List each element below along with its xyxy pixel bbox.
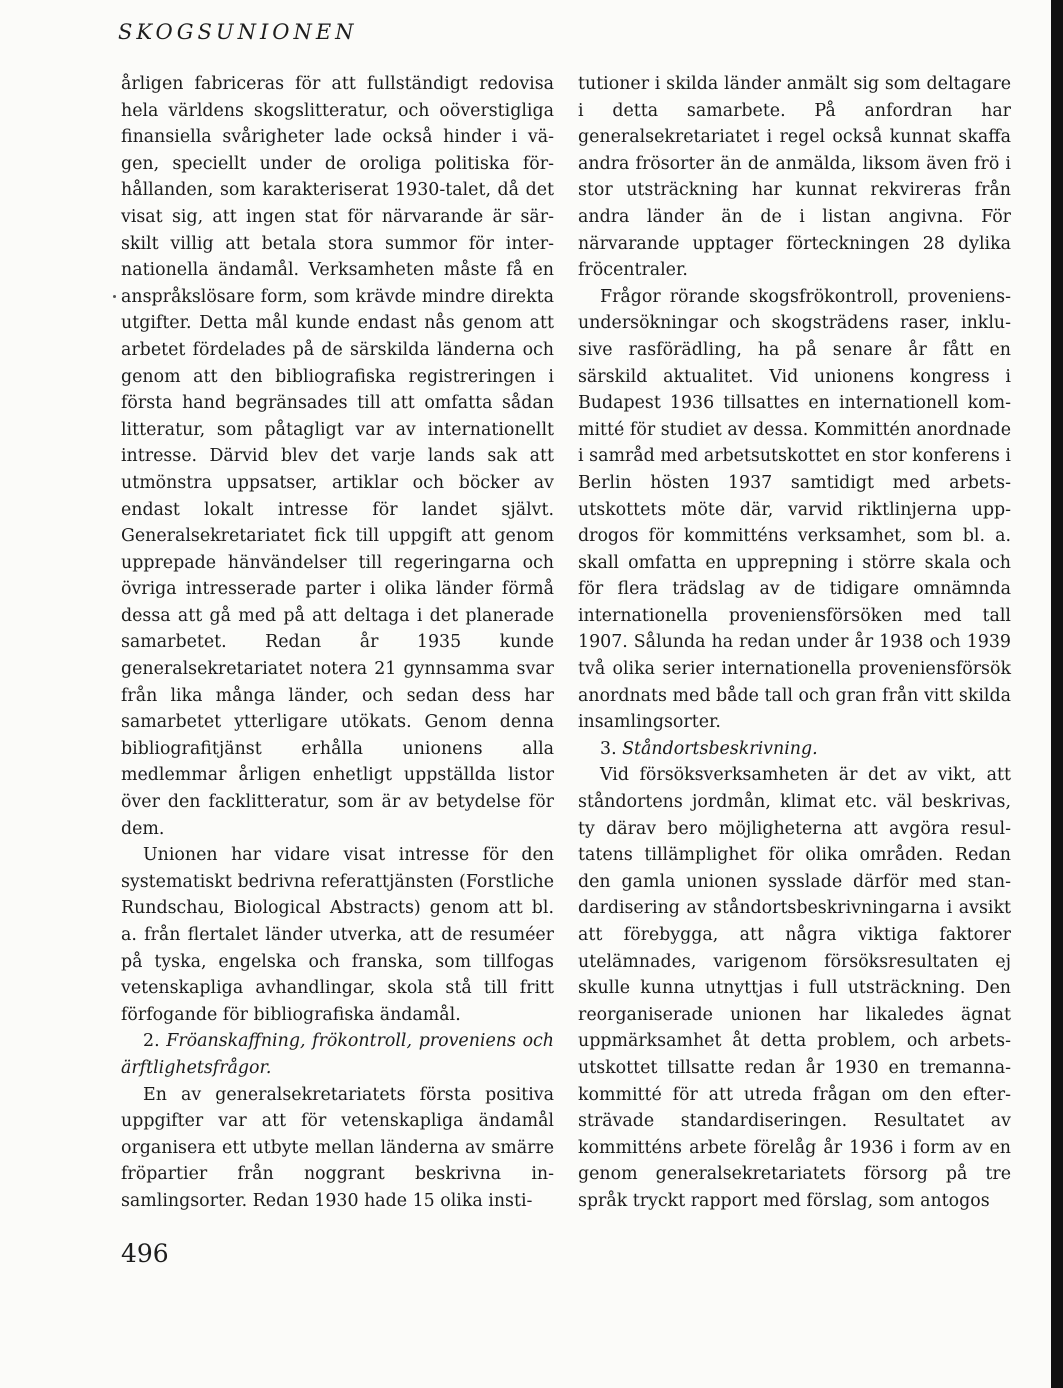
scan-edge (1051, 0, 1063, 1388)
section-number: 3. (600, 738, 617, 759)
paragraph: årligen fabriceras för att fullständigt redovisa hela världens skogslitteratur, och oöverstigliga finansiella svårigheter lade också hinder i vägen, speciellt under de oroliga politiska förhållanden, som karakteriserat 1930-talet, då det visat sig, att ingen stat för närvarande är särskilt villig att betala stora summor för internationella ändamål. Verksamheten måste få en anspråkslösare form, som krävde mindre direkta utgifter. Detta mål kunde endast nås genom att arbetet fördelades på de särskilda länderna och genom att den bibliografiska registreringen i första hand begränsades till att omfatta sådan litteratur, som påtagligt var av internationellt intresse. Därvid blev det varje lands sak att utmönstra uppsatser, artiklar och böcker av endast lokalt intresse för landet självt. Generalsekretariatet fick till uppgift att genom upprepade hänvändelser till regeringarna och övriga intresserade parter i olika länder förmå dessa att gå med på att deltaga i det planerade samarbetet. Redan år 1935 kunde generalsekretariatet notera 21 gynnsamma svar från lika många länder, och sedan dess har samarbetet ytterligare utökats. Genom denna bibliografitjänst erhålla unionens alla medlemmar årligen enhetligt uppställda listor över den facklitteratur, som är av betydelse för dem. (121, 74, 554, 839)
left-column (121, 71, 554, 1215)
section-title: Ståndortsbeskrivning. (622, 738, 818, 759)
section-number: 2. (143, 1031, 160, 1052)
paragraph: tutioner i skilda länder anmält sig som deltagare i detta samarbete. På anfordran har generalsekretariatet i regel också kunnat skaffa andra frösorter än de anmälda, liksom även frö i stor utsträckning har kunnat rekvireras från andra länder än de i listan angivna. För närvarande upptager förteckningen 28 dylika fröcentraler. (578, 74, 1011, 281)
right-column (578, 71, 1011, 1215)
section-heading (121, 1028, 554, 1081)
paragraph: Frågor rörande skogsfrökontroll, proveniensundersökningar och skogsträdens raser, inklusive rasförädling, ha på senare år fått en särskild aktualitet. Vid unionens kongress i Budapest 1936 tillsattes en internationell kommitté för studiet av dessa. Kommittén anordnade i samråd med arbetsutskottet en stor konferens i Berlin hösten 1937 samtidigt med arbetsutskottets möte där, varvid riktlinjerna uppdrogos för kommitténs verksamhet, som bl. a. skall omfatta en upprepning i större skala och för flera trädslag av de tidigare omnämnda internationella proveniensförsöken med tall 1907. Sålunda ha redan under år 1938 och 1939 två olika serier internationella proveniensförsök anordnats med både tall och gran från vitt skilda insamlingsorter. (578, 286, 1011, 733)
running-head: SKOGSUNIONEN (118, 20, 358, 44)
paragraph: En av generalsekretariatets första positiva uppgifter var att för vetenskapliga ändamål organisera ett utbyte mellan länderna av smärre fröpartier från noggrant beskrivna insamlingsorter. Redan 1930 hade 15 olika insti- (121, 1084, 554, 1211)
section-heading (578, 736, 1011, 763)
scan-speck (113, 295, 116, 298)
paragraph: Unionen har vidare visat intresse för den systematiskt bedrivna referattjänsten (Forstliche Rundschau, Biological Abstracts) genom att bl. a. från flertalet länder utverka, att de resuméer på tyska, engelska och franska, som tillfogas vetenskapliga avhandlingar, skola stå till fritt förfogande för bibliografiska ändamål. (121, 845, 554, 1025)
page-number: 496 (121, 1239, 169, 1268)
section-title: Fröanskaffning, frökontroll, proveniens och ärftlighetsfrågor. (121, 1031, 554, 1078)
paragraph: Vid försöksverksamheten är det av vikt, att ståndortens jordmån, klimat etc. väl beskrivas, ty därav bero möjligheterna att avgöra resultatens tillämplighet för olika områden. Redan den gamla unionen sysslade därför med standardisering av ståndortsbeskrivningarna i avsikt att förebygga, att några viktiga faktorer utelämnades, varigenom försöksresultaten ej skulle kunna utnyttjas i full utsträckning. Den reorganiserade unionen har likaledes ägnat uppmärksamhet åt detta problem, och arbetsutskottet tillsatte redan år 1930 en tremannakommitté för att utreda frågan om den eftersträvade standardiseringen. Resultatet av kommitténs arbete förelåg år 1936 i form av en genom generalsekretariatets försorg på tre språk tryckt rapport med förslag, som antogos (578, 765, 1011, 1211)
